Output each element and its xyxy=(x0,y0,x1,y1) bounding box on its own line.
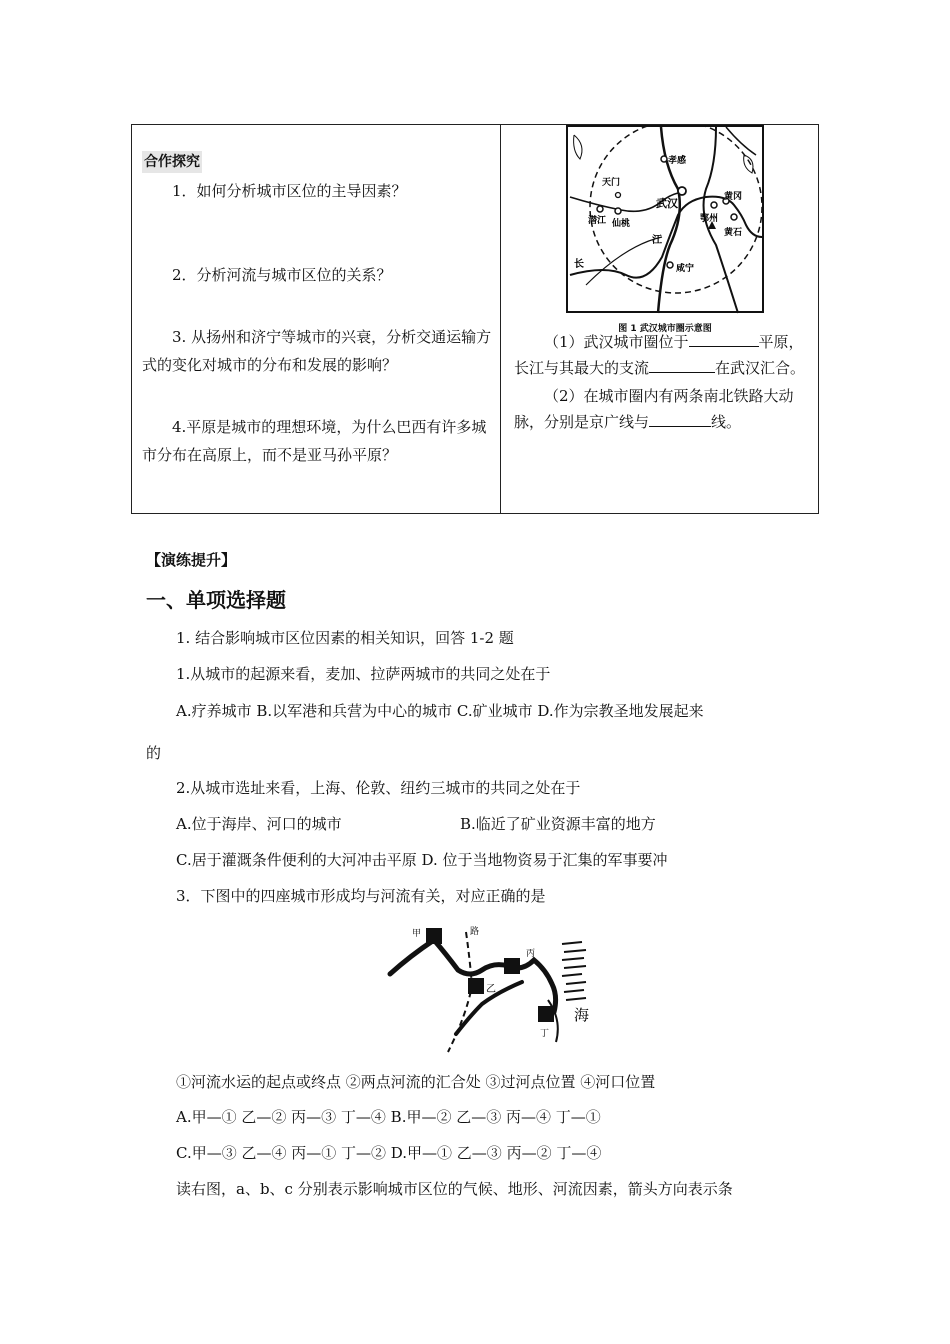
label-xiaogan: 孝感 xyxy=(668,156,687,166)
wuhan-q2 xyxy=(514,383,814,435)
cooperation-table xyxy=(131,124,819,514)
cooperation-q4: 4.平原是城市的理想环境，为什么巴西有许多城市分布在高原上，而不是亚马孙平原？ xyxy=(142,418,487,464)
label-hai: 海 xyxy=(574,1006,590,1024)
city-dot-xianning xyxy=(667,262,673,268)
city-ding xyxy=(538,1006,554,1022)
label-chang: 长 xyxy=(574,259,584,270)
practice-q3: 3．下图中的四座城市形成均与河流有关，对应正确的是 xyxy=(176,887,546,905)
wuhan-map xyxy=(566,125,764,315)
wuhan-q1-part-c: 在武汉汇合。 xyxy=(715,359,806,377)
label-wuhan: 武汉 xyxy=(656,197,678,210)
wuhan-questions xyxy=(514,329,814,435)
cooperation-heading: 合作探究 xyxy=(142,151,202,173)
label-qianjiang: 潜江 xyxy=(588,216,607,226)
label-jia: 甲 xyxy=(412,929,422,939)
label-xiantao: 仙桃 xyxy=(612,219,631,229)
river-cities-diagram xyxy=(386,920,608,1056)
practice-q1: 1.从城市的起源来看，麦加、拉萨两城市的共同之处在于 xyxy=(176,665,551,683)
city-yi xyxy=(468,978,484,994)
label-tianmen: 天门 xyxy=(602,178,621,188)
label-bing: 丙 xyxy=(526,949,536,959)
practice-q1-options: A.疗养城市 B.以军港和兵营为中心的城市 C.矿业城市 D.作为宗教圣地发展起来 xyxy=(176,702,704,720)
city-dot-wuhan xyxy=(678,187,686,195)
practice-q2: 2.从城市选址来看，上海、伦敦、纽约三城市的共同之处在于 xyxy=(176,779,581,797)
label-huanggang: 黄冈 xyxy=(724,192,743,202)
city-dot-xiaogan xyxy=(661,156,667,162)
city-bing xyxy=(504,958,520,974)
practice-q3-items: ①河流水运的起点或终点 ②两点河流的汇合处 ③过河点位置 ④河口位置 xyxy=(176,1073,656,1091)
practice-q2-option-a: A.位于海岸、河口的城市 xyxy=(176,815,342,833)
coast-marks xyxy=(562,942,586,1000)
practice-q2-option-b: B.临近了矿业资源丰富的地方 xyxy=(460,815,656,833)
answer-blank[interactable] xyxy=(649,356,715,373)
wuhan-q2-part-b: 线。 xyxy=(711,413,742,431)
label-xianning: 咸宁 xyxy=(676,264,695,274)
wuhan-q2-part-a: （2）在城市圈内有两条南北铁路大动脉，分别是京广线与 xyxy=(514,387,794,431)
cooperation-questions xyxy=(142,147,492,469)
wuhan-q1-part-b: 平原，长江与其最大的支流 xyxy=(514,333,804,377)
cooperation-q1: 1．如何分析城市区位的主导因素？ xyxy=(172,182,407,200)
practice-q3-options-ab: A.甲—① 乙—② 丙—③ 丁—④ B.甲—② 乙—③ 丙—④ 丁—① xyxy=(176,1108,601,1126)
cooperation-q2: 2．分析河流与城市区位的关系？ xyxy=(172,266,392,284)
answer-blank[interactable] xyxy=(649,410,711,427)
label-jiang: 江 xyxy=(652,235,662,246)
practice-q3-options-cd: C.甲—③ 乙—④ 丙—① 丁—② D.甲—① 乙—③ 丙—② 丁—④ xyxy=(176,1144,602,1162)
practice-bracket-title: 【演练提升】 xyxy=(146,551,237,569)
city-dot-xiantao xyxy=(615,208,621,214)
table-divider xyxy=(500,125,501,513)
label-huangshi: 黄石 xyxy=(724,228,743,238)
practice-intro: 1. 结合影响城市区位因素的相关知识，回答 1-2 题 xyxy=(176,629,514,647)
wuhan-q1 xyxy=(514,329,814,381)
label-ezhou: 鄂州 xyxy=(700,214,719,224)
city-dot-ezhou xyxy=(711,202,717,208)
cooperation-q3: 3. 从扬州和济宁等城市的兴衰，分析交通运输方式的变化对城市的分布和发展的影响？ xyxy=(142,328,492,374)
practice-q1-options-tail: 的 xyxy=(146,744,162,762)
practice-q2-options-cd: C.居于灌溉条件便利的大河冲击平原 D. 位于当地物资易于汇集的军事要冲 xyxy=(176,851,668,869)
label-ding: 丁 xyxy=(540,1029,550,1039)
wuhan-q1-part-a: （1）武汉城市圈位于 xyxy=(544,333,689,351)
label-lu: 路 xyxy=(470,927,480,937)
city-jia xyxy=(426,928,442,944)
city-dot-tianmen xyxy=(616,193,621,198)
practice-q4-intro: 读右图，a、b、c 分别表示影响城市区位的气候、地形、河流因素，箭头方向表示条 xyxy=(176,1180,733,1198)
map-caption: 图 1 武汉城市圈示意图 xyxy=(618,324,712,334)
label-yi: 乙 xyxy=(486,984,496,995)
city-dot-qianjiang xyxy=(597,206,603,212)
section-title: 一、单项选择题 xyxy=(146,588,286,612)
city-dot-huangshi xyxy=(731,214,737,220)
answer-blank[interactable] xyxy=(689,330,759,347)
